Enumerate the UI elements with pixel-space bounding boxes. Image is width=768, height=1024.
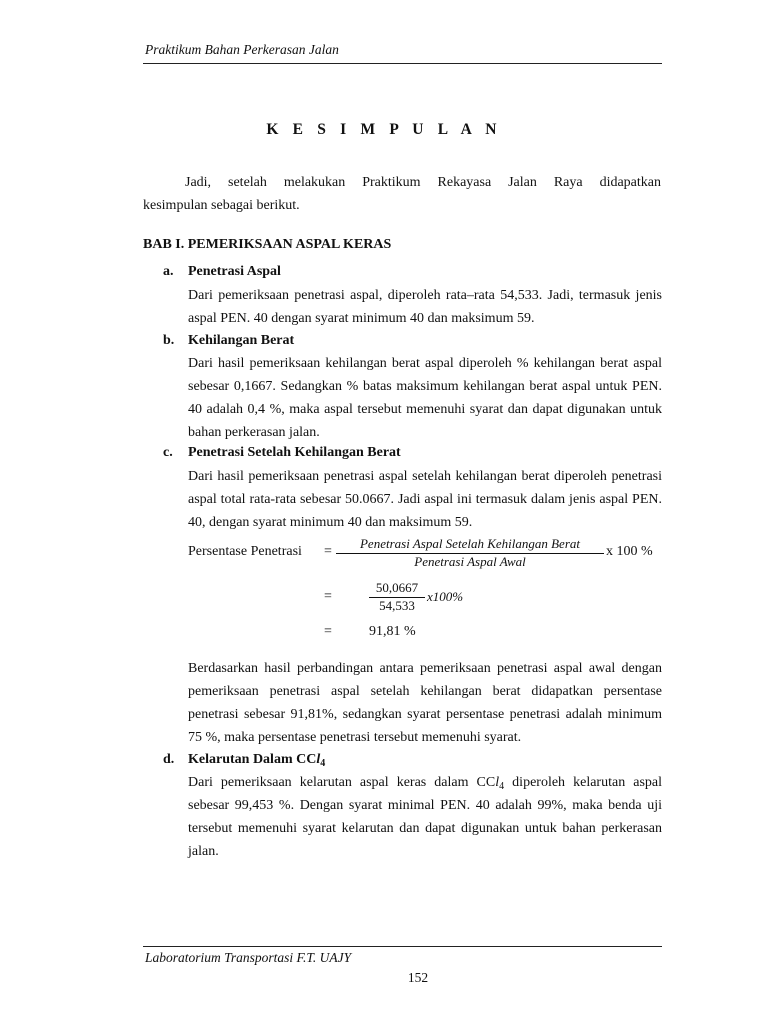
section-d-body-part2: diperoleh kelarutan aspal sebesar 99,453 %. Dengan syarat minimal PEN. 40 adalah 99%, maka benda uji tersebut memenuhi syarat kelarutan dan dapat digunakan untuk bahan perkerasan jalan. — [188, 775, 663, 859]
section-c-letter: c. — [163, 445, 173, 460]
section-c-title: Penetrasi Setelah Kehilangan Berat — [188, 445, 401, 460]
section-d-body-sub: 4 — [499, 781, 505, 792]
section-a-letter: a. — [163, 264, 174, 279]
formula-result: 91,81 % — [369, 624, 416, 639]
section-d-body-l: l — [495, 775, 500, 790]
section-b-title: Kehilangan Berat — [188, 333, 295, 348]
intro-line-2: kesimpulan sebagai berikut. — [143, 198, 300, 213]
formula-denominator: Penetrasi Aspal Awal — [414, 554, 526, 569]
chapter-heading: BAB I. PEMERIKSAAN ASPAL KERAS — [143, 237, 392, 252]
formula-multiplier: x 100 % — [606, 544, 653, 559]
formula-step2-multiplier: x100% — [427, 589, 464, 604]
formula-equals: = — [324, 544, 332, 559]
section-d-title-text: Kelarutan Dalam CC — [188, 752, 317, 767]
formula-step3-equals: = — [324, 624, 332, 639]
running-header: Praktikum Bahan Perkerasan Jalan — [145, 42, 339, 57]
header-rule — [143, 63, 662, 64]
section-c-body: Dari hasil pemeriksaan penetrasi aspal setelah kehilangan berat diperoleh penetrasi aspal total rata-rata sebesar 50.0667. Jadi aspal ini termasuk dalam jenis aspal PEN. 40, dengan syarat minimum 40 dan maksimum 59. — [188, 469, 662, 530]
section-b-letter: b. — [163, 333, 175, 348]
section-a-body: Dari pemeriksaan penetrasi aspal, diperoleh rata–rata 54,533. Jadi, termasuk jenis aspal PEN. 40 dengan syarat minimum 40 dan maksimum 59. — [188, 288, 662, 326]
formula-step2-denominator: 54,533 — [379, 598, 415, 613]
section-d-letter: d. — [163, 752, 175, 767]
section-a-title: Penetrasi Aspal — [188, 264, 281, 279]
intro-line-1: Jadi, setelah melakukan Praktikum Rekayasa Jalan Raya didapatkan — [185, 175, 661, 190]
section-d-body — [188, 771, 662, 863]
section-d-title — [188, 752, 325, 768]
section-d-title-sub: 4 — [320, 758, 326, 769]
section-b-body: Dari hasil pemeriksaan kehilangan berat aspal diperoleh % kehilangan berat aspal sebesar 0,1667. Sedangkan % batas maksimum kehilangan berat aspal untuk PEN. 40 adalah 0,4 %, maka aspal tersebut memenuhi syarat dan dapat digunakan untuk bahan perkerasan jalan. — [188, 356, 662, 440]
page-title: K E S I M P U L A N — [266, 121, 502, 138]
section-d-title-l: l — [316, 752, 321, 767]
footer-rule — [143, 946, 662, 947]
formula-step2-equals: = — [324, 589, 332, 604]
page-number: 152 — [407, 970, 429, 985]
footer-lab: Laboratorium Transportasi F.T. UAJY — [145, 950, 352, 965]
section-c-conclusion: Berdasarkan hasil perbandingan antara pemeriksaan penetrasi aspal awal dengan pemeriksaan penetrasi aspal setelah kehilangan berat didapatkan persentase penetrasi sebesar 91,81%, sedangkan syarat persentase penetrasi adalah minimum 75 %, maka persentase penetrasi tersebut memenuhi syarat. — [188, 661, 662, 745]
section-d-body-part1: Dari pemeriksaan kelarutan aspal keras dalam CC — [188, 775, 496, 790]
formula-label: Persentase Penetrasi — [188, 544, 302, 559]
formula-step2-numerator: 50,0667 — [375, 580, 419, 595]
formula-numerator: Penetrasi Aspal Setelah Kehilangan Berat — [359, 536, 580, 551]
